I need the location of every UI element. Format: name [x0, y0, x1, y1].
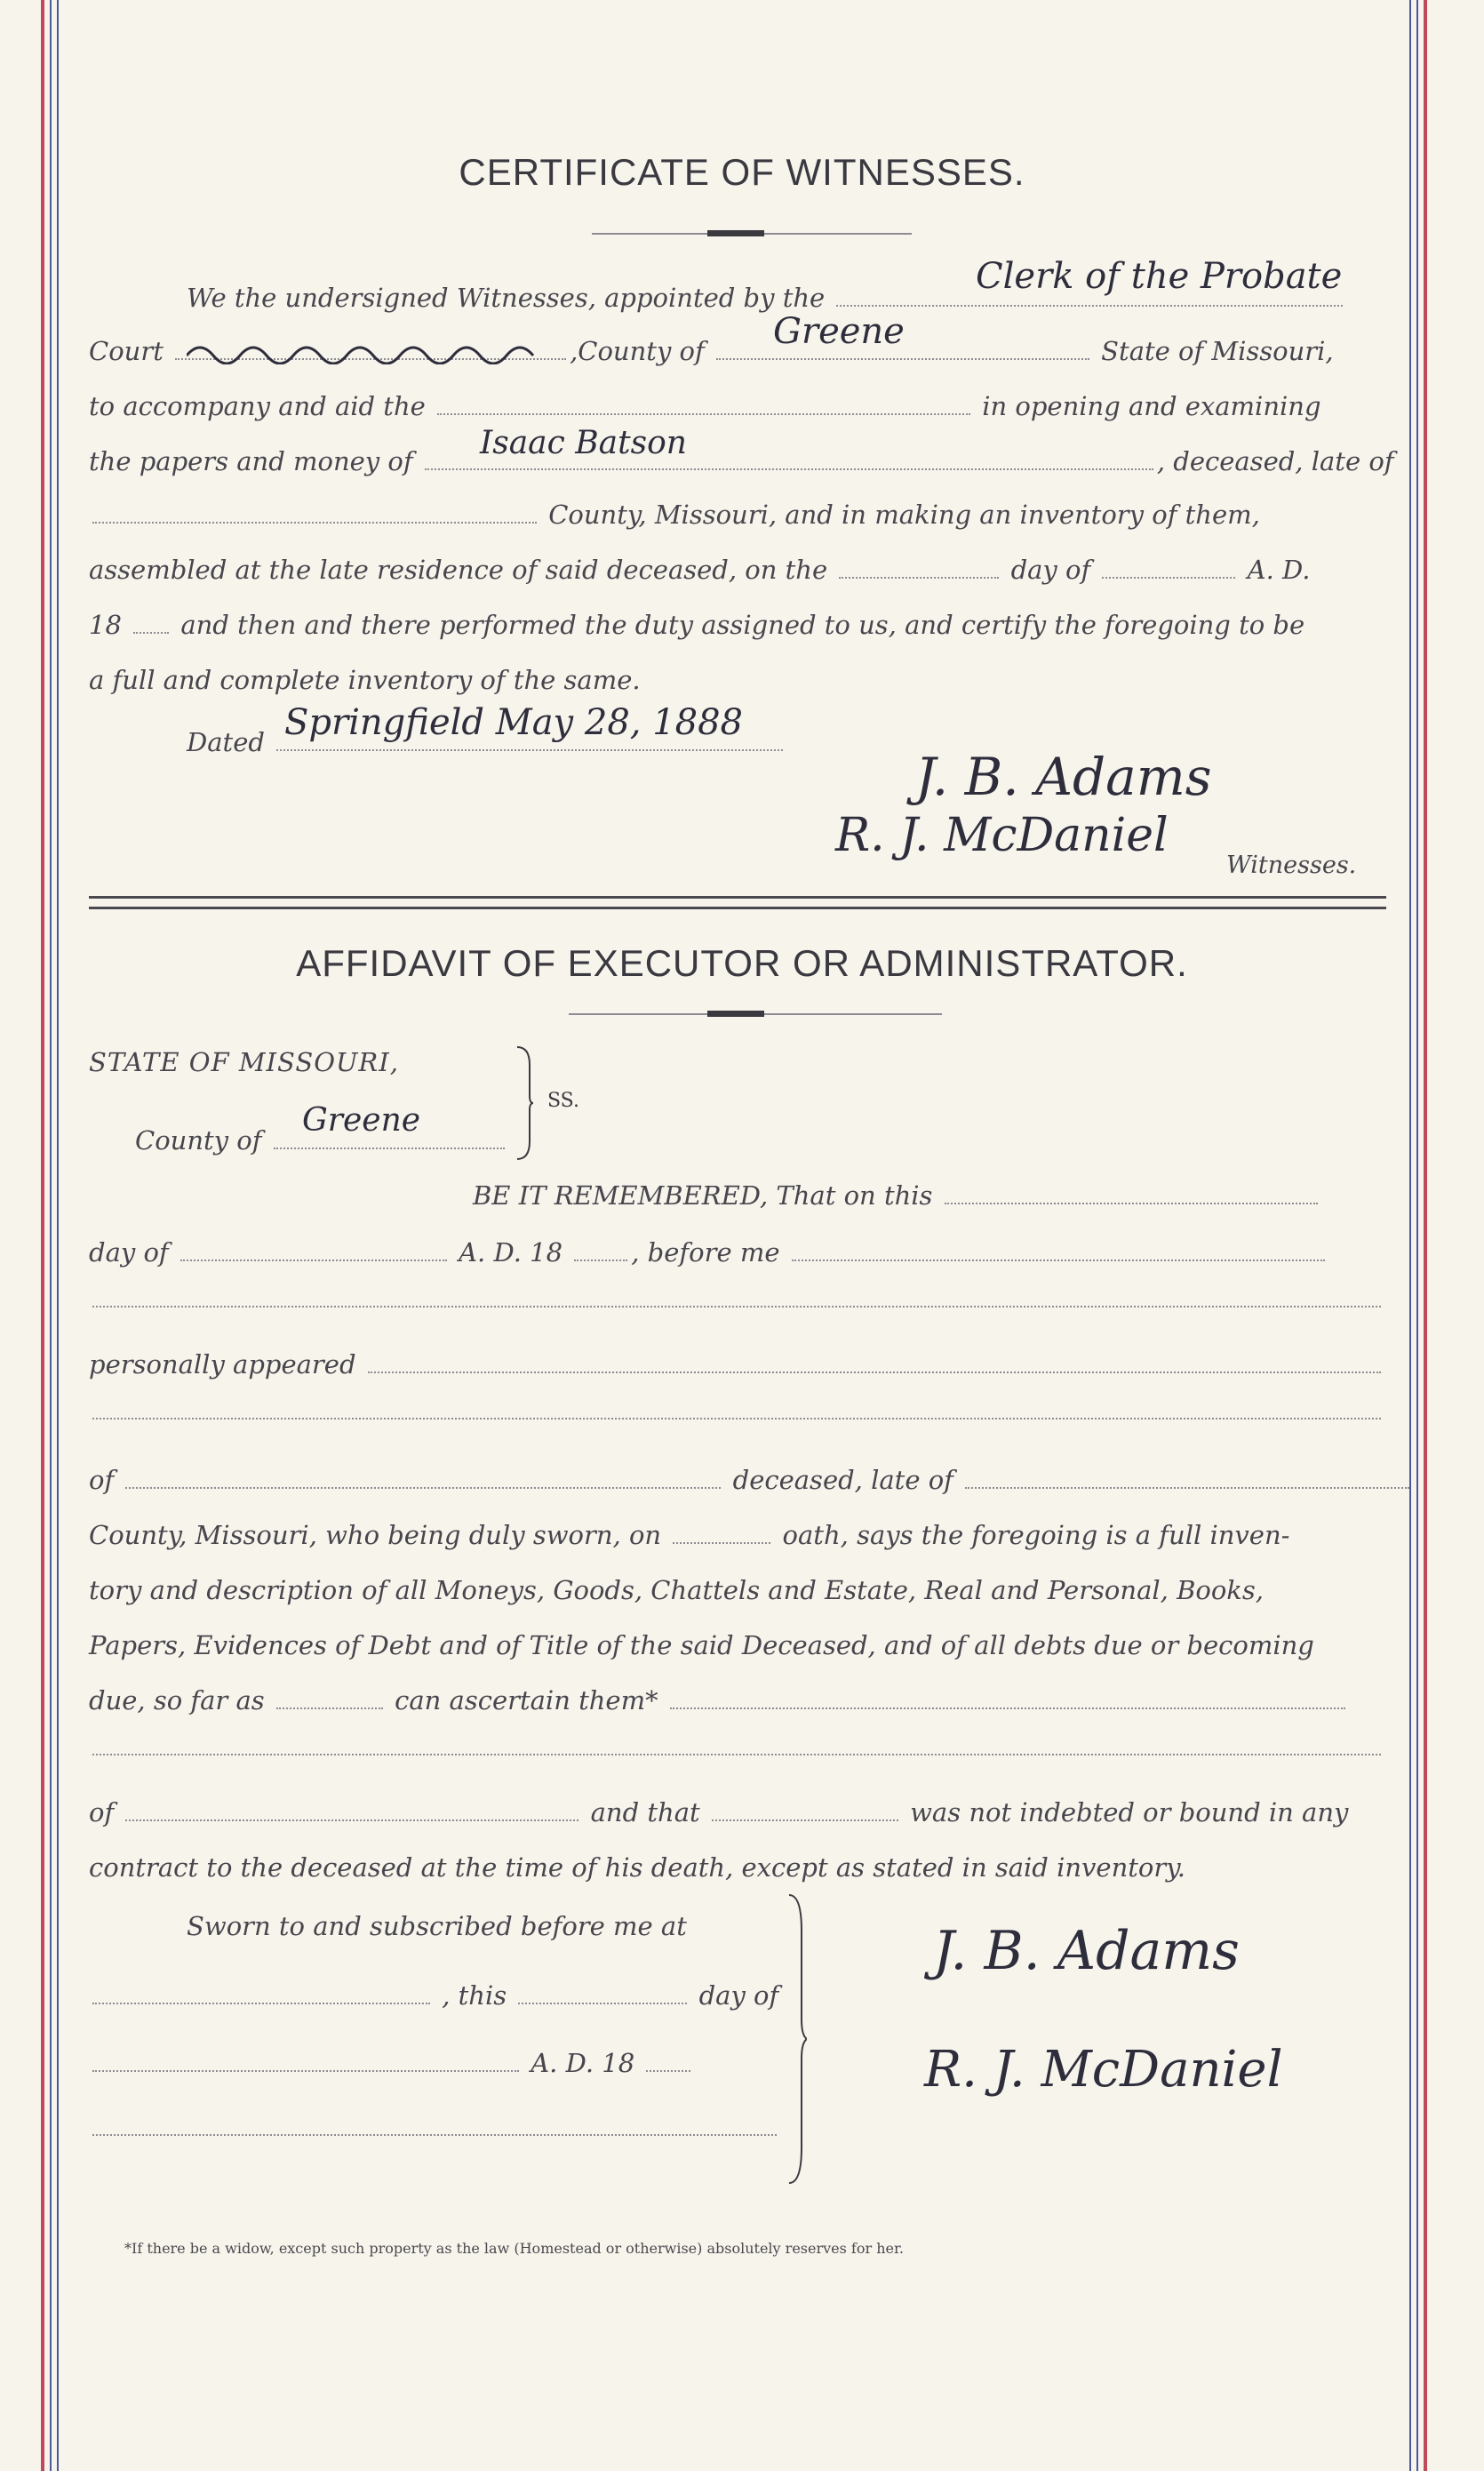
- cert-text-appointed: We the undersigned Witnesses, appointed by the: [187, 283, 826, 313]
- aff-text-not-indebted: was not indebted or bound in any: [910, 1797, 1349, 1827]
- cert-text-day-of: day of: [1010, 555, 1091, 585]
- section-divider-1: [89, 896, 1386, 899]
- aff-text-and-that: and that: [590, 1797, 700, 1827]
- aff-text-deceased-late: deceased, late of: [732, 1465, 953, 1495]
- blank-day: [839, 576, 999, 579]
- aff-text-day-of: day of: [89, 1237, 169, 1267]
- blank-year: [133, 631, 169, 634]
- aff-text-due-so-far: due, so far as: [89, 1685, 265, 1715]
- blank-month: [1102, 576, 1235, 579]
- blank-dated: [276, 748, 783, 751]
- cert-text-witnesses: Witnesses.: [1226, 852, 1357, 879]
- blank-sworn-year: [646, 2069, 690, 2072]
- blank-aff-day: [180, 1259, 447, 1261]
- hw-aff-county: Greene: [302, 1102, 421, 1139]
- section-divider-2: [89, 907, 1386, 909]
- blank-so-far: [276, 1707, 383, 1709]
- blank-aff-year: [574, 1259, 627, 1261]
- blank-aff-county: [274, 1147, 505, 1149]
- aff-text-ss: SS.: [547, 1090, 579, 1112]
- aff-text-of-2: of: [89, 1797, 115, 1827]
- cert-text-full-complete: a full and complete inventory of the same.: [89, 665, 641, 695]
- aff-text-county-sworn: County, Missouri, who being duly sworn, on: [89, 1520, 662, 1550]
- aff-text-oath: oath, says the foregoing is a full inven-: [782, 1520, 1290, 1550]
- state-brace: [515, 1045, 533, 1164]
- aff-text-before-me: , before me: [631, 1237, 780, 1267]
- blank-oath: [673, 1541, 770, 1544]
- hw-witness-signature-2: R. J. McDaniel: [835, 809, 1169, 862]
- blank-sworn-month: [92, 2069, 519, 2072]
- blank-late-of: [92, 521, 537, 524]
- right-border-blue-1: [1409, 0, 1411, 2471]
- blank-before-me: [792, 1259, 1325, 1261]
- hw-cert-county: Greene: [773, 311, 905, 352]
- certificate-title: CERTIFICATE OF WITNESSES.: [459, 151, 1025, 193]
- left-border-blue-1: [50, 0, 52, 2471]
- blank-appointed: [836, 304, 1343, 307]
- cert-text-county-missouri: County, Missouri, and in making an inventory of them,: [548, 500, 1260, 530]
- blank-decedent: [425, 468, 1153, 470]
- aff-text-county-of: County of: [135, 1125, 262, 1156]
- hw-court-scribble: [187, 338, 578, 368]
- aff-text-papers: Papers, Evidences of Debt and of Title of the said Deceased, and of all debts due or becoming: [89, 1630, 1314, 1660]
- blank-of: [125, 1486, 721, 1489]
- blank-officer: [92, 1305, 1381, 1307]
- cert-text-county-of: ,County of: [570, 336, 705, 366]
- right-border-red: [1424, 0, 1427, 2471]
- aff-text-ad18: A. D. 18: [459, 1237, 563, 1267]
- blank-ascertain-2: [92, 1753, 1381, 1755]
- aff-text-state: STATE OF MISSOURI,: [89, 1047, 399, 1077]
- aff-text-sworn: Sworn to and subscribed before me at: [187, 1911, 687, 1941]
- aff-text-remembered: BE IT REMEMBERED, That on this: [473, 1180, 933, 1211]
- blank-aid: [437, 412, 970, 415]
- cert-text-dated: Dated: [187, 727, 265, 757]
- cert-text-opening: in opening and examining: [982, 391, 1321, 421]
- right-border-blue-2: [1416, 0, 1418, 2471]
- cert-text-deceased: , deceased, late of: [1156, 446, 1394, 476]
- blank-sworn-place: [92, 2002, 430, 2004]
- cert-text-performed: and then and there performed the duty assigned to us, and certify the foregoing to be: [180, 610, 1305, 640]
- affidavit-title-rule-center: [707, 1011, 764, 1017]
- cert-text-assembled: assembled at the late residence of said deceased, on the: [89, 555, 828, 585]
- blank-sworn-day: [518, 2002, 687, 2004]
- blank-and-that: [712, 1819, 898, 1821]
- signature-brace: [786, 1893, 807, 2190]
- hw-decedent-name: Isaac Batson: [480, 425, 687, 461]
- hw-affiant-signature-2: R. J. McDaniel: [924, 2041, 1283, 2099]
- aff-text-personally: personally appeared: [89, 1349, 356, 1379]
- left-border-blue-2: [57, 0, 59, 2471]
- left-border-red: [41, 0, 44, 2471]
- blank-personally: [368, 1371, 1381, 1373]
- aff-text-day-of-2: day of: [698, 1980, 779, 2011]
- aff-text-this: , this: [442, 1980, 507, 2011]
- cert-text-papers: the papers and money of: [89, 446, 413, 476]
- hw-witness-signature-1: J. B. Adams: [915, 747, 1212, 807]
- hw-affiant-signature-1: J. B. Adams: [933, 1920, 1240, 1982]
- cert-text-accompany: to accompany and aid the: [89, 391, 426, 421]
- aff-text-tory: tory and description of all Moneys, Goods, Chattels and Estate, Real and Personal, Books,: [89, 1575, 1264, 1605]
- blank-personally-2: [92, 1417, 1381, 1419]
- aff-text-of: of: [89, 1465, 115, 1495]
- blank-remembered: [945, 1202, 1318, 1204]
- hw-dated: Springfield May 28, 1888: [284, 702, 743, 743]
- footnote: *If there be a widow, except such property as the law (Homestead or otherwise) absolutely reserves for her.: [124, 2240, 904, 2257]
- hw-appointed-by: Clerk of the Probate: [976, 256, 1343, 297]
- cert-text-court: Court: [89, 336, 164, 366]
- blank-ascertain: [670, 1707, 1345, 1709]
- cert-text-state-of: State of Missouri,: [1101, 336, 1334, 366]
- blank-late-of-2: [965, 1486, 1409, 1489]
- blank-sworn-officer: [92, 2133, 777, 2136]
- aff-text-can-ascertain: can ascertain them*: [395, 1685, 658, 1715]
- title-rule-center: [707, 230, 764, 236]
- aff-text-ad18b: A. D. 18: [531, 2048, 635, 2078]
- cert-text-18: 18: [89, 610, 122, 640]
- aff-text-contract: contract to the deceased at the time of his death, except as stated in said inventory.: [89, 1852, 1185, 1883]
- cert-text-ad: A. D.: [1247, 555, 1311, 585]
- blank-of-2: [125, 1819, 578, 1821]
- blank-county: [716, 357, 1089, 360]
- affidavit-title: AFFIDAVIT OF EXECUTOR OR ADMINISTRATOR.: [296, 942, 1188, 984]
